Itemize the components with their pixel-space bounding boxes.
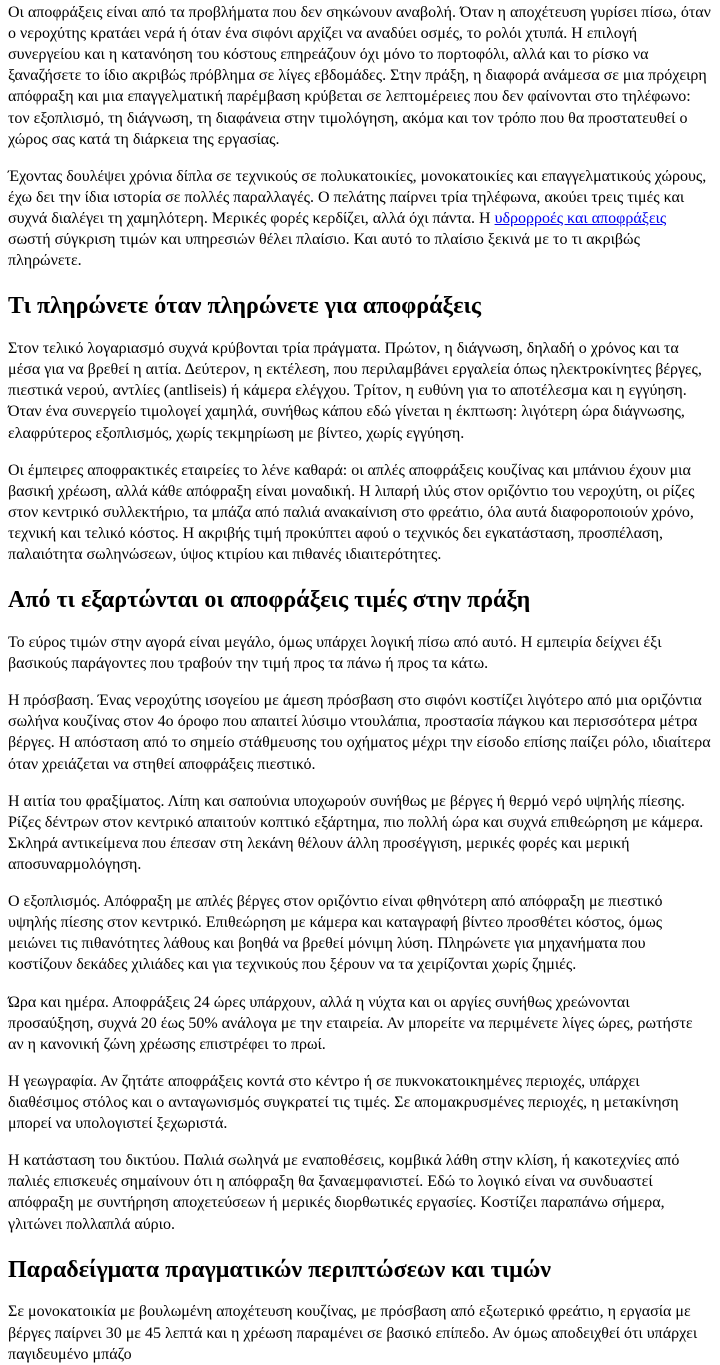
section-heading-examples: Παραδείγματα πραγματικών περιπτώσεων και τιμών <box>8 1256 552 1283</box>
document-page <box>0 2 720 1363</box>
section-heading-price-factors: Από τι εξαρτώνται οι αποφράξεις τιμές στην πράξη <box>8 587 531 614</box>
intro-paragraph-2-pre: Έχοντας δουλέψει χρόνια δίπλα σε τεχνικούς σε πολυκατοικίες, μονοκατοικίες και επαγγελματικούς χώρους, έχω δει την ίδια ιστορία σε πολλές παραλλαγές. Ο πελάτης παίρνει τρία τηλέφωνα, ακούει τρεις τιμές και συχνά διαλέγει τη χαμηλότερη. Μερικές φορές κερδίζει, αλλά όχι πάντα. Η <box>8 167 707 227</box>
paragraph-equipment: Ο εξοπλισμός. Απόφραξη με απλές βέργες στον οριζόντιο είναι φθηνότερη από απόφραξη με πιεστικό υψηλής πίεσης στον κεντρικό. Επιθεώρηση με κάμερα και καταγραφή βίντεο προσθέτει κόστος, όμως μειώνει τις πιθανότητες λάθους και βοηθά να βρεθεί μόνιμη λύση. Πληρώνετε για μηχανήματα που κοστίζουν δεκάδες χιλιάδες και για τεχνικούς που ξέρουν να τα χειρίζονται χωρίς ζημιές. <box>8 893 663 974</box>
intro-paragraph-2-post: σωστή σύγκριση τιμών και υπηρεσιών θέλει πλαίσιο. Και αυτό το πλαίσιο ξεκινά με το τι ακριβώς πληρώνετε. <box>8 231 640 270</box>
paragraph-access: Η πρόσβαση. Ένας νεροχύτης ισογείου με άμεση πρόσβαση στο σιφόνι κοστίζει λιγότερο από μια οριζόντια σωλήνα κουζίνας στον 4ο όροφο που απαιτεί λύσιμο ντουλάπια, προστασία πάγκου και περισσότερα μέτρα βέργες. Η απόσταση από το σημείο στάθμευσης του οχήματος μέχρι την είσοδο επίσης παίζει ρόλο, ιδιαίτερα όταν χρειάζεται να στηθεί αποφράξεις πιεστικό. <box>8 692 711 773</box>
section-heading-what-you-pay: Τι πληρώνετε όταν πληρώνετε για αποφράξεις <box>8 293 482 320</box>
paragraph-experienced-companies: Οι έμπειρες αποφρακτικές εταιρείες το λένε καθαρά: οι απλές αποφράξεις κουζίνας και μπάνιου έχουν μια βασική χρέωση, αλλά κάθε απόφραξη είναι μοναδική. Η λιπαρή ιλύς στον οριζόντιο του νεροχύτη, οι ρίζες στον κεντρικό συλλεκτήριο, τα μπάζα από παλιά ανακαίνιση στο φρεάτιο, όλα αυτά διαφοροποιούν χρόνο, τεχνική και τελικό κόστος. Η ακριβής τιμή προκύπτει αφού ο τεχνικός δει εγκατάσταση, προσπέλαση, παλαιότητα σωληνώσεων, ύψος κτιρίου και πιθανές ιδιαιτερότητες. <box>8 461 695 564</box>
hydrorroes-apofraxeis-link[interactable]: υδρορροές και αποφράξεις <box>494 209 667 227</box>
paragraph-three-things: Στον τελικό λογαριασμό συχνά κρύβονται τρία πράγματα. Πρώτον, η διάγνωση, δηλαδή ο χρόνος και τα μέσα για να βρεθεί η αιτία. Δεύτερον, η εκτέλεση, που περιλαμβάνει εργαλεία όπως ηλεκτροκίνητες βέργες, πιεστικά νερού, αντλίες (antliseis) ή κάμερα ελέγχου. Τρίτον, η ευθύνη για το αποτέλεσμα και η εγγύηση. Όταν ένα συνεργείο τιμολογεί χαμηλά, συνήθως κάπου εδώ γίνεται η έκπτωση: λιγότερη ώρα διάγνωσης, ελαφρύτερος εξοπλισμός, χωρίς τεκμηρίωση με βίντεο, χωρίς εγγύηση. <box>8 340 702 442</box>
paragraph-network-condition: Η κατάσταση του δικτύου. Παλιά σωληνά με εναποθέσεις, κομβικά λάθη στην κλίση, ή κακοτεχνίες από παλιές επισκευές σημαίνουν ότι η απόφραξη θα ξαναεμφανιστεί. Εδώ το λογικό είναι να συνδυαστεί απόφραξη με συντήρηση αποχετεύσεων ή μερικές διορθωτικές εργασίες. Κοστίζει παραπάνω σήμερα, γλιτώνει πολλαπλά αύριο. <box>8 1152 680 1233</box>
intro-paragraph-2 <box>8 166 712 272</box>
intro-paragraph-1: Οι αποφράξεις είναι από τα προβλήματα που δεν σηκώνουν αναβολή. Όταν η αποχέτευση γυρίσει πίσω, όταν ο νεροχύτης κρατάει νερά ή όταν ένα σιφόνι αρχίζει να αναδύει οσμές, το ρολόι χτυπά. Η επιλογή συνεργείου και η κατανόηση του κόστους επηρεάζουν όχι μόνο το πορτοφόλι, αλλά και το ρίσκο να ξαναζήσετε το ίδιο ακριβώς πρόβλημα σε λίγες εβδομάδες. Στην πράξη, η διαφορά ανάμεσα σε μια πρόχειρη απόφραξη και μια επαγγελματική παρέμβαση κρύβεται σε λεπτομέρειες που δεν φαίνονται στο τηλέφωνο: τον εξοπλισμό, τη διάγνωση, τη διαφάνεια στην τιμολόγηση, ακόμα και τον τρόπο που θα προστατευθεί ο χώρος σας κατά τη διάρκεια της εργασίας. <box>8 4 711 148</box>
paragraph-time-day: Ώρα και ημέρα. Αποφράξεις 24 ώρες υπάρχουν, αλλά η νύχτα και οι αργίες συνήθως χρεώνονται προσαύξηση, συχνά 20 έως 50% ανάλογα με την εταιρεία. Αν μπορείτε να περιμένετε λίγες ώρες, ρωτήστε αν η κανονική ζώνη χρέωσης επιστρέφει το πρωί. <box>8 993 693 1053</box>
paragraph-price-range: Το εύρος τιμών στην αγορά είναι μεγάλο, όμως υπάρχει λογική πίσω από αυτό. Η εμπειρία δείχνει έξι βασικούς παράγοντες που τραβούν την τιμή προς τα πάνω ή προς τα κάτω. <box>8 634 662 673</box>
article-body <box>8 2 712 1365</box>
paragraph-geography: Η γεωγραφία. Αν ζητάτε αποφράξεις κοντά στο κέντρο ή σε πυκνοκατοικημένες περιοχές, υπάρχει διαθέσιμος στόλος και ο ανταγωνισμός συγκρατεί τις τιμές. Σε απομακρυσμένες περιοχές, η μετακίνηση μπορεί να υπολογιστεί ξεχωριστά. <box>8 1072 679 1133</box>
paragraph-example-case: Σε μονοκατοικία με βουλωμένη αποχέτευση κουζίνας, με πρόσβαση από εξωτερικό φρεάτιο, η εργασία με βέργες παίρνει 30 με 45 λεπτά και η χρέωση παραμένει σε βασικό επίπεδο. Αν όμως αποδειχθεί ότι υπάρχει παγιδευμένο μπάζο <box>8 1303 698 1363</box>
paragraph-cause: Η αιτία του φραξίματος. Λίπη και σαπούνια υποχωρούν συνήθως με βέργες ή θερμό νερό υψηλής πίεσης. Ρίζες δέντρων στον κεντρικό απαιτούν κοπτικό εξάρτημα, πιο πολλή ώρα και συχνά επιθεώρηση με κάμερα. Σκληρά αντικείμενα που έπεσαν στη λεκάνη θέλουν άλλη προσέγγιση, μερικές φορές και μερική αποσυναρμολόγηση. <box>8 792 704 873</box>
